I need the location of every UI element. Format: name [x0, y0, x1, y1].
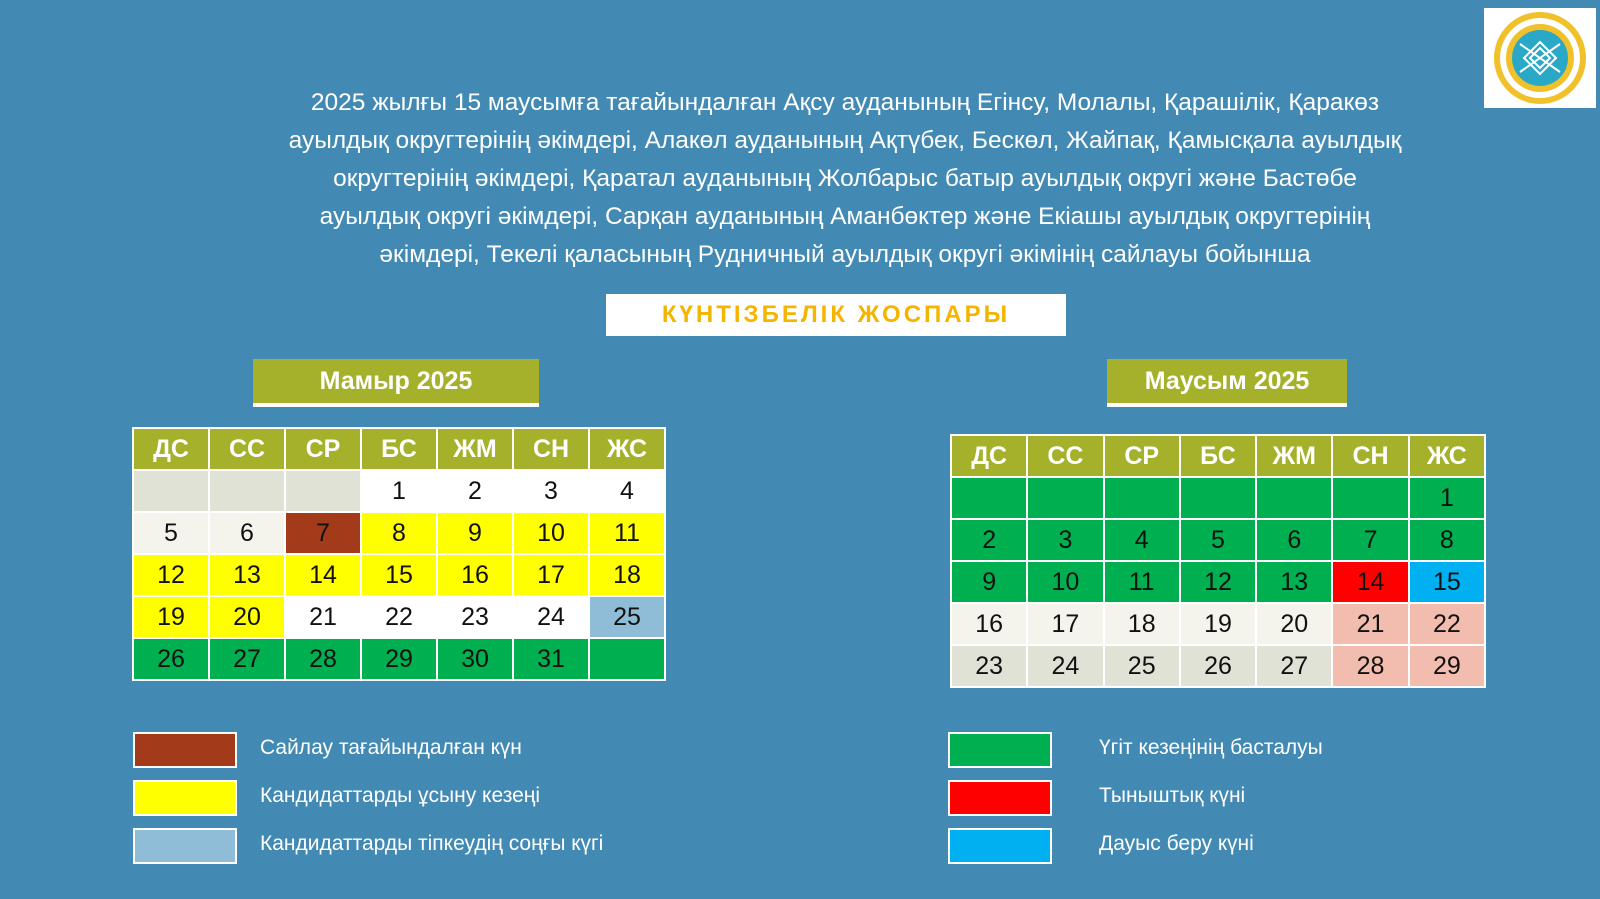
weekday-header: СС — [1027, 435, 1103, 477]
calendar-empty-cell — [285, 470, 361, 512]
calendar-day: 21 — [1332, 603, 1408, 645]
calendar-week-row — [951, 603, 1485, 645]
heading-line: ауылдық округі әкімдері, Сарқан ауданының Аманбөктер және Екіашы ауылдық округтерінің — [319, 203, 1371, 230]
legend-item — [133, 732, 693, 780]
calendar-day: 25 — [1104, 645, 1180, 687]
weekday-header: СР — [285, 428, 361, 470]
calendar-day: 19 — [133, 596, 209, 638]
calendar-day: 16 — [951, 603, 1027, 645]
calendar-day: 17 — [513, 554, 589, 596]
calendar-day: 1 — [361, 470, 437, 512]
calendar-day: 8 — [361, 512, 437, 554]
calendar-day: 9 — [951, 561, 1027, 603]
weekday-header-row — [951, 435, 1485, 477]
weekday-header: СР — [1104, 435, 1180, 477]
calendar-day: 3 — [1027, 519, 1103, 561]
legend-swatch — [133, 780, 237, 816]
calendar-week-row — [951, 645, 1485, 687]
calendar-day: 20 — [209, 596, 285, 638]
calendar-day: 3 — [513, 470, 589, 512]
calendar-day: 5 — [133, 512, 209, 554]
calendar-day: 23 — [437, 596, 513, 638]
legend-item — [948, 780, 1508, 828]
weekday-header: СС — [209, 428, 285, 470]
calendar-day: 26 — [133, 638, 209, 680]
calendar-day: 4 — [1104, 519, 1180, 561]
calendar-day: 15 — [361, 554, 437, 596]
legend-label: Кандидаттарды ұсыну кезеңі — [260, 784, 541, 807]
june-calendar — [950, 434, 1486, 688]
weekday-header: ЖС — [1409, 435, 1485, 477]
calendar-day: 7 — [1332, 519, 1408, 561]
weekday-header: ДС — [133, 428, 209, 470]
calendar-empty-cell — [951, 477, 1027, 519]
heading-line: ауылдық округтерінің әкімдері, Алакөл ауданының Ақтүбек, Бескөл, Жайпақ, Қамысқала ауылдық — [288, 127, 1402, 154]
calendar-day: 2 — [437, 470, 513, 512]
may-calendar-body — [133, 470, 665, 680]
weekday-header-row — [133, 428, 665, 470]
may-month-title: Мамыр 2025 — [253, 359, 539, 403]
calendar-week-row — [133, 470, 665, 512]
legend-item — [948, 732, 1508, 780]
legend-label: Кандидаттарды тіпкеудің соңғы күгі — [260, 832, 604, 855]
calendar-empty-cell — [1180, 477, 1256, 519]
legend-label: Тыныштық күні — [1099, 784, 1246, 807]
calendar-day: 11 — [589, 512, 665, 554]
calendar-day: 24 — [513, 596, 589, 638]
calendar-day: 29 — [361, 638, 437, 680]
calendar-day: 31 — [513, 638, 589, 680]
subtitle-banner — [606, 294, 1066, 336]
calendar-day: 4 — [589, 470, 665, 512]
calendar-week-row — [951, 561, 1485, 603]
calendar-day: 23 — [951, 645, 1027, 687]
legend-item — [133, 828, 693, 876]
calendar-day: 27 — [209, 638, 285, 680]
calendar-day: 7 — [285, 512, 361, 554]
weekday-header: ЖМ — [437, 428, 513, 470]
subtitle: КҮНТІЗБЕЛІК ЖОСПАРЫ — [661, 301, 1011, 328]
calendar-day: 30 — [437, 638, 513, 680]
calendar-day: 11 — [1104, 561, 1180, 603]
june-month-title: Маусым 2025 — [1107, 359, 1347, 403]
calendar-day: 18 — [589, 554, 665, 596]
legend-swatch — [948, 780, 1052, 816]
weekday-header: СН — [513, 428, 589, 470]
calendar-day: 6 — [1256, 519, 1332, 561]
heading-line: әкімдері, Текелі қаласының Рудничный ауылдық округі әкімінің сайлауы бойынша — [379, 241, 1311, 268]
weekday-header: БС — [1180, 435, 1256, 477]
calendar-day: 10 — [1027, 561, 1103, 603]
legend-item — [948, 828, 1508, 876]
may-calendar — [132, 427, 666, 681]
document-heading — [222, 84, 1468, 274]
emblem-icon — [1484, 8, 1596, 108]
calendar-day: 28 — [285, 638, 361, 680]
weekday-header: ДС — [951, 435, 1027, 477]
calendar-day: 17 — [1027, 603, 1103, 645]
legend-swatch — [948, 732, 1052, 768]
calendar-day: 22 — [361, 596, 437, 638]
heading-line: округтерінің әкімдері, Қаратал ауданының Жолбарыс батыр ауылдық округі және Бастөбе — [333, 165, 1357, 192]
calendar-day: 28 — [1332, 645, 1408, 687]
legend-right — [948, 732, 1508, 876]
calendar-day: 26 — [1180, 645, 1256, 687]
weekday-header: ЖС — [589, 428, 665, 470]
calendar-day: 16 — [437, 554, 513, 596]
calendar-day: 10 — [513, 512, 589, 554]
legend-swatch — [133, 828, 237, 864]
heading-line: 2025 жылғы 15 маусымға тағайындалған Ақсу ауданының Егінсу, Молалы, Қарашілік, Қаракөз — [310, 89, 1380, 116]
calendar-day: 14 — [1332, 561, 1408, 603]
calendar-day: 13 — [209, 554, 285, 596]
calendar-day: 22 — [1409, 603, 1485, 645]
calendar-empty-cell — [1332, 477, 1408, 519]
calendar-day: 1 — [1409, 477, 1485, 519]
calendar-day: 24 — [1027, 645, 1103, 687]
legend-left — [133, 732, 693, 876]
calendar-empty-cell — [1027, 477, 1103, 519]
calendar-day: 18 — [1104, 603, 1180, 645]
calendar-empty-cell — [209, 470, 285, 512]
weekday-header: ЖМ — [1256, 435, 1332, 477]
legend-label: Үгіт кезеңінің басталуы — [1099, 736, 1323, 759]
legend-swatch — [948, 828, 1052, 864]
calendar-week-row — [133, 512, 665, 554]
calendar-week-row — [133, 554, 665, 596]
calendar-week-row — [951, 519, 1485, 561]
calendar-day: 25 — [589, 596, 665, 638]
calendar-day: 15 — [1409, 561, 1485, 603]
calendar-empty-cell — [1104, 477, 1180, 519]
legend-swatch — [133, 732, 237, 768]
calendar-day: 20 — [1256, 603, 1332, 645]
calendar-empty-cell — [133, 470, 209, 512]
legend-label: Дауыс беру күні — [1099, 832, 1254, 855]
legend-label: Сайлау тағайындалған күн — [260, 736, 522, 759]
calendar-day: 8 — [1409, 519, 1485, 561]
commission-emblem-logo — [1484, 8, 1596, 108]
calendar-day: 2 — [951, 519, 1027, 561]
calendar-day: 29 — [1409, 645, 1485, 687]
june-calendar-body — [951, 477, 1485, 687]
calendar-day: 19 — [1180, 603, 1256, 645]
calendar-week-row — [133, 638, 665, 680]
weekday-header: БС — [361, 428, 437, 470]
calendar-week-row — [951, 477, 1485, 519]
calendar-day: 14 — [285, 554, 361, 596]
calendar-day: 9 — [437, 512, 513, 554]
calendar-day: 27 — [1256, 645, 1332, 687]
calendar-day: 12 — [1180, 561, 1256, 603]
calendar-empty-cell — [1256, 477, 1332, 519]
calendar-day: 6 — [209, 512, 285, 554]
calendar-day: 5 — [1180, 519, 1256, 561]
legend-item — [133, 780, 693, 828]
calendar-day: 21 — [285, 596, 361, 638]
calendar-day: 12 — [133, 554, 209, 596]
calendar-empty-cell — [589, 638, 665, 680]
weekday-header: СН — [1332, 435, 1408, 477]
calendar-week-row — [133, 596, 665, 638]
calendar-day: 13 — [1256, 561, 1332, 603]
